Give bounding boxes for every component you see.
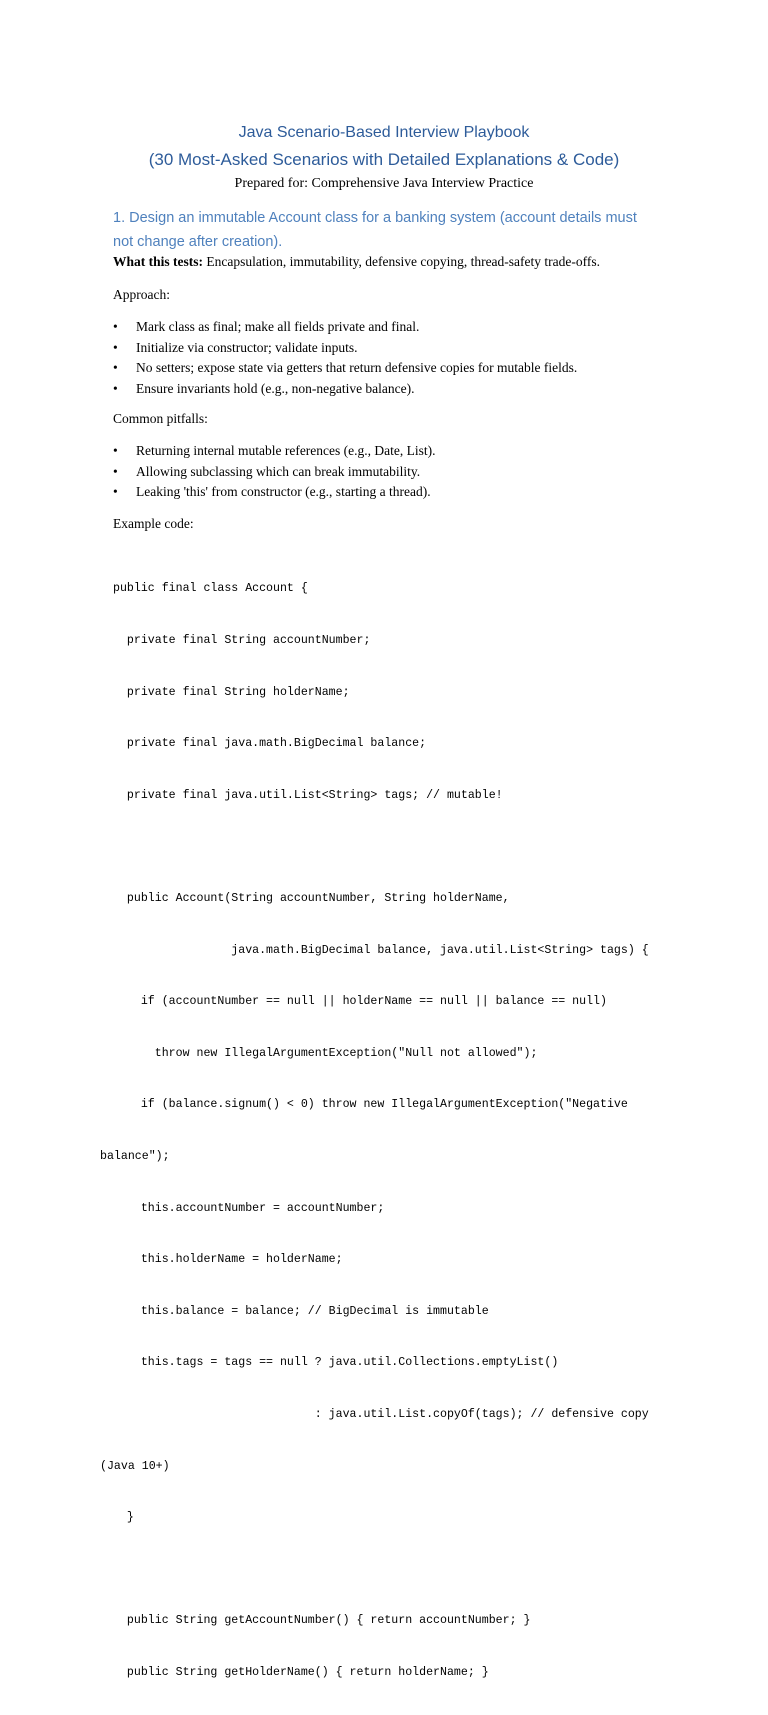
list-item: • Mark class as final; make all fields private and final.: [113, 317, 577, 338]
what-this-tests-line: [113, 254, 600, 270]
code-line: this.balance = balance; // BigDecimal is immutable: [113, 1304, 489, 1318]
code-line: [113, 838, 649, 855]
code-line: java.math.BigDecimal balance, java.util.List<String> tags) {: [113, 943, 649, 957]
bullet-icon: •: [113, 380, 118, 396]
list-item: • Allowing subclassing which can break immutability.: [113, 462, 436, 483]
code-line: private final java.math.BigDecimal balance;: [113, 737, 427, 751]
code-line: private final String accountNumber;: [113, 634, 371, 647]
code-line-wrapped: (Java 10+): [100, 1459, 170, 1473]
prepared-for-line: Prepared for: Comprehensive Java Interview Practice: [234, 176, 534, 191]
what-this-tests-label: What this tests:: [113, 254, 203, 269]
list-item: • No setters; expose state via getters that return defensive copies for mutable fields.: [113, 358, 577, 379]
code-line: [113, 1561, 649, 1578]
code-line: this.holderName = holderName;: [113, 1253, 343, 1267]
section-1-heading: 1. Design an immutable Account class for a banking system (account details must not change after creation).: [113, 210, 637, 250]
approach-list: [113, 317, 577, 399]
code-line: }: [113, 1511, 134, 1525]
list-item: • Ensure invariants hold (e.g., non-negative balance).: [113, 379, 577, 400]
document-subtitle: (30 Most-Asked Scenarios with Detailed Explanations & Code): [148, 150, 620, 169]
list-item: • Leaking 'this' from constructor (e.g., starting a thread).: [113, 482, 436, 503]
pitfalls-list: [113, 441, 436, 503]
code-line: : java.util.List.copyOf(tags); // defensive copy: [113, 1407, 649, 1421]
code-line: throw new IllegalArgumentException("Null not allowed");: [113, 1046, 538, 1060]
code-line: public final class Account {: [113, 582, 308, 596]
bullet-icon: •: [113, 443, 118, 458]
list-item: • Initialize via constructor; validate inputs.: [113, 338, 577, 359]
code-line: if (accountNumber == null || holderName == null || balance == null): [113, 995, 607, 1009]
bullet-icon: •: [113, 319, 118, 334]
common-pitfalls-label: Common pitfalls:: [113, 411, 208, 426]
bullet-icon: •: [113, 360, 118, 375]
what-this-tests-text: Encapsulation, immutability, defensive copying, thread-safety trade-offs.: [203, 254, 601, 269]
code-line: private final String holderName;: [113, 685, 350, 699]
example-code-label: Example code:: [113, 516, 194, 531]
code-line: this.accountNumber = accountNumber;: [113, 1201, 385, 1215]
code-block: [100, 546, 649, 1715]
bullet-icon: •: [113, 339, 118, 355]
code-line: if (balance.signum() < 0) throw new IllegalArgumentException("Negative: [113, 1098, 628, 1112]
bullet-icon: •: [113, 484, 118, 499]
bullet-icon: •: [113, 463, 118, 479]
code-line: public String getAccountNumber() { return accountNumber; }: [113, 1614, 531, 1628]
code-line-wrapped: balance");: [100, 1149, 170, 1163]
document-title: Java Scenario-Based Interview Playbook: [238, 124, 530, 141]
code-line: private final java.util.List<String> tags; // mutable!: [113, 788, 503, 802]
code-line: public Account(String accountNumber, String holderName,: [113, 891, 510, 905]
approach-label: Approach:: [113, 287, 170, 302]
list-item: • Returning internal mutable references (e.g., Date, List).: [113, 441, 436, 462]
code-line: this.tags = tags == null ? java.util.Collections.emptyList(): [113, 1356, 559, 1370]
code-line: public String getHolderName() { return holderName; }: [113, 1665, 489, 1679]
